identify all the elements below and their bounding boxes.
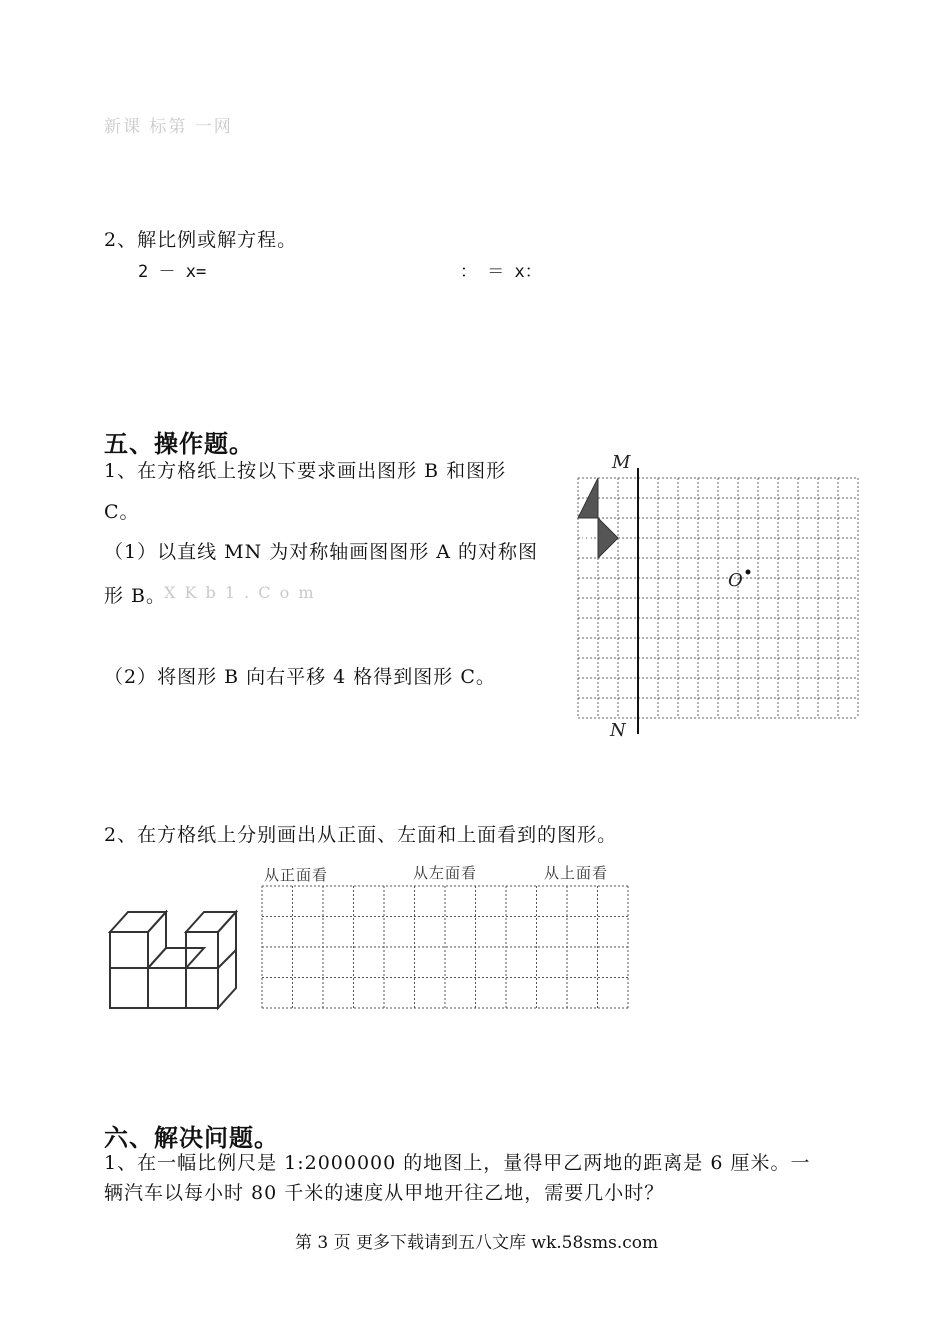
symmetry-grid-figure <box>570 450 870 750</box>
views-grid-figure <box>258 858 630 1023</box>
grid-question-line-4: 形 B。 <box>104 585 167 607</box>
symmetry-grid <box>570 450 870 750</box>
equation-question-title: 2、解比例或解方程。 <box>104 229 298 251</box>
views-grid <box>258 858 630 1023</box>
xkb1-watermark: X K b 1 . C o m <box>164 583 316 602</box>
grid-question-line-5: （2）将图形 B 向右平移 4 格得到图形 C。 <box>104 666 496 688</box>
section-six-title: 六、解决问题。 <box>104 1123 279 1152</box>
section-five-title: 五、操作题。 <box>104 429 254 458</box>
label-a: A <box>580 528 594 549</box>
header-watermark: 新课 标第 一网 <box>104 117 233 137</box>
problem-1-line-1: 1、在一幅比例尺是 1:2000000 的地图上，量得甲乙两地的距离是 6 厘米。一 <box>104 1152 811 1174</box>
equation-1: 2 － x= <box>138 262 207 282</box>
grid-question-line-1: 1、在方格纸上按以下要求画出图形 B 和图形 <box>104 460 507 482</box>
view-label-front: 从正面看 <box>264 866 329 884</box>
label-n: N <box>610 720 626 741</box>
grid-question-line-2: C。 <box>104 501 140 523</box>
page-footer: 第 3 页 更多下载请到五八文库 wk.58sms.com <box>295 1233 659 1253</box>
problem-1-line-2: 辆汽车以每小时 80 千米的速度从甲地开往乙地，需要几小时？ <box>104 1182 665 1204</box>
equation-2: ： ＝ x： <box>460 262 542 282</box>
view-label-left: 从左面看 <box>413 864 478 882</box>
grid-question-line-3: （1）以直线 MN 为对称轴画图图形 A 的对称图 <box>104 541 539 563</box>
cube-stack-figure <box>100 860 240 1020</box>
label-m: M <box>612 452 631 473</box>
view-label-top: 从上面看 <box>544 864 609 882</box>
label-o: O <box>728 570 743 591</box>
views-question-title: 2、在方格纸上分别画出从正面、左面和上面看到的图形。 <box>104 824 618 846</box>
point-o <box>746 570 751 575</box>
